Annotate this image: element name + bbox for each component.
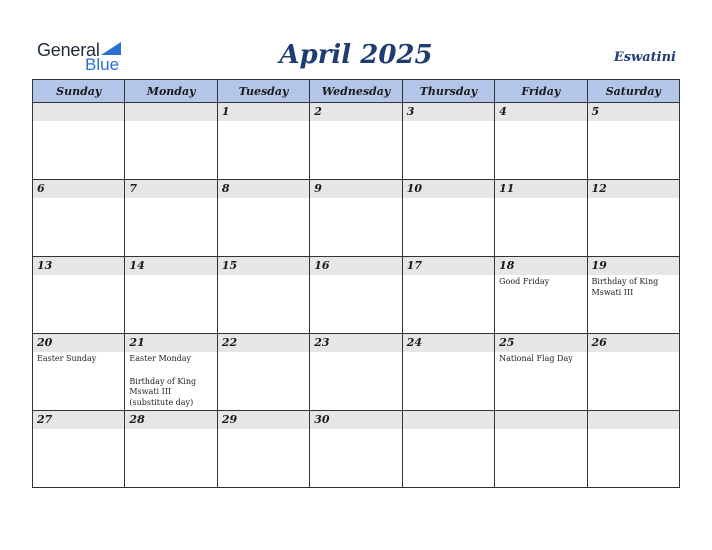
- weekday-header-sunday: Sunday: [33, 80, 125, 103]
- day-cell: [217, 180, 309, 257]
- day-cell: [33, 103, 125, 180]
- day-cell: [125, 180, 217, 257]
- weekday-header-friday: Friday: [495, 80, 587, 103]
- day-cell: [310, 103, 402, 180]
- day-number: 2: [310, 103, 401, 121]
- day-cell: [33, 334, 125, 411]
- weekday-header-thursday: Thursday: [402, 80, 494, 103]
- day-cell: [125, 334, 217, 411]
- holiday-event: Birthday of King Mswati III (substitute day): [129, 376, 197, 407]
- day-number: [495, 411, 586, 429]
- day-number: 11: [495, 180, 586, 198]
- day-number: 18: [495, 257, 586, 275]
- day-number: 15: [218, 257, 309, 275]
- holiday-event: Easter Monday: [129, 354, 192, 363]
- holiday-event: Good Friday: [499, 277, 550, 286]
- day-number: [403, 411, 494, 429]
- day-number: 21: [125, 334, 216, 352]
- day-number: 26: [588, 334, 679, 352]
- day-cell: [587, 257, 679, 334]
- day-number: 17: [403, 257, 494, 275]
- day-cell: [310, 180, 402, 257]
- day-number: 9: [310, 180, 401, 198]
- day-cell: [402, 180, 494, 257]
- day-number: 22: [218, 334, 309, 352]
- day-number: 30: [310, 411, 401, 429]
- day-number: 10: [403, 180, 494, 198]
- day-number: 19: [588, 257, 679, 275]
- day-cell: [495, 411, 587, 488]
- day-number: 8: [218, 180, 309, 198]
- day-number: 16: [310, 257, 401, 275]
- holiday-event: National Flag Day: [499, 354, 573, 363]
- day-cell: [495, 334, 587, 411]
- day-cell: [402, 334, 494, 411]
- day-cell: [125, 411, 217, 488]
- day-number: [33, 103, 124, 121]
- week-row: [33, 103, 680, 180]
- weekday-header-wednesday: Wednesday: [310, 80, 402, 103]
- weekday-header-saturday: Saturday: [587, 80, 679, 103]
- day-number: 4: [495, 103, 586, 121]
- day-number: [588, 411, 679, 429]
- holiday-event: Easter Sunday: [37, 354, 97, 363]
- day-number: 13: [33, 257, 124, 275]
- day-number: 5: [588, 103, 679, 121]
- logo-text-general: General: [37, 40, 100, 60]
- week-row: [33, 257, 680, 334]
- day-number: 7: [125, 180, 216, 198]
- day-number: 23: [310, 334, 401, 352]
- logo-text-blue: Blue: [85, 55, 120, 74]
- day-cell: [495, 257, 587, 334]
- week-row: [33, 334, 680, 411]
- day-cell: [125, 257, 217, 334]
- day-number: 20: [33, 334, 124, 352]
- day-cell: [402, 103, 494, 180]
- day-number: 24: [403, 334, 494, 352]
- holiday-event: Birthday of King Mswati III: [591, 277, 659, 297]
- weekday-header-row: [33, 80, 680, 103]
- day-number: 28: [125, 411, 216, 429]
- day-cell: [587, 334, 679, 411]
- day-number: 27: [33, 411, 124, 429]
- day-number: 25: [495, 334, 586, 352]
- day-number: [125, 103, 216, 121]
- day-cell: [587, 103, 679, 180]
- day-cell: [310, 411, 402, 488]
- day-cell: [495, 103, 587, 180]
- calendar-title: April 2025: [279, 40, 433, 70]
- day-number: 6: [33, 180, 124, 198]
- event-spacer: [125, 365, 216, 375]
- day-cell: [217, 257, 309, 334]
- weekday-header-tuesday: Tuesday: [217, 80, 309, 103]
- weekday-header-monday: Monday: [125, 80, 217, 103]
- day-cell: [402, 257, 494, 334]
- day-cell: [33, 257, 125, 334]
- day-cell: [310, 334, 402, 411]
- week-row: [33, 180, 680, 257]
- day-cell: [217, 411, 309, 488]
- day-cell: [495, 180, 587, 257]
- week-row: [33, 411, 680, 488]
- day-cell: [33, 411, 125, 488]
- day-cell: [587, 180, 679, 257]
- day-number: 3: [403, 103, 494, 121]
- day-cell: [217, 334, 309, 411]
- day-cell: [33, 180, 125, 257]
- day-cell: [402, 411, 494, 488]
- day-cell: [310, 257, 402, 334]
- day-cell: [125, 103, 217, 180]
- country-label: Eswatini: [613, 50, 676, 65]
- day-number: 12: [588, 180, 679, 198]
- calendar-grid: [32, 79, 680, 488]
- day-cell: [217, 103, 309, 180]
- day-number: 14: [125, 257, 216, 275]
- day-cell: [587, 411, 679, 488]
- day-number: 29: [218, 411, 309, 429]
- day-number: 1: [218, 103, 309, 121]
